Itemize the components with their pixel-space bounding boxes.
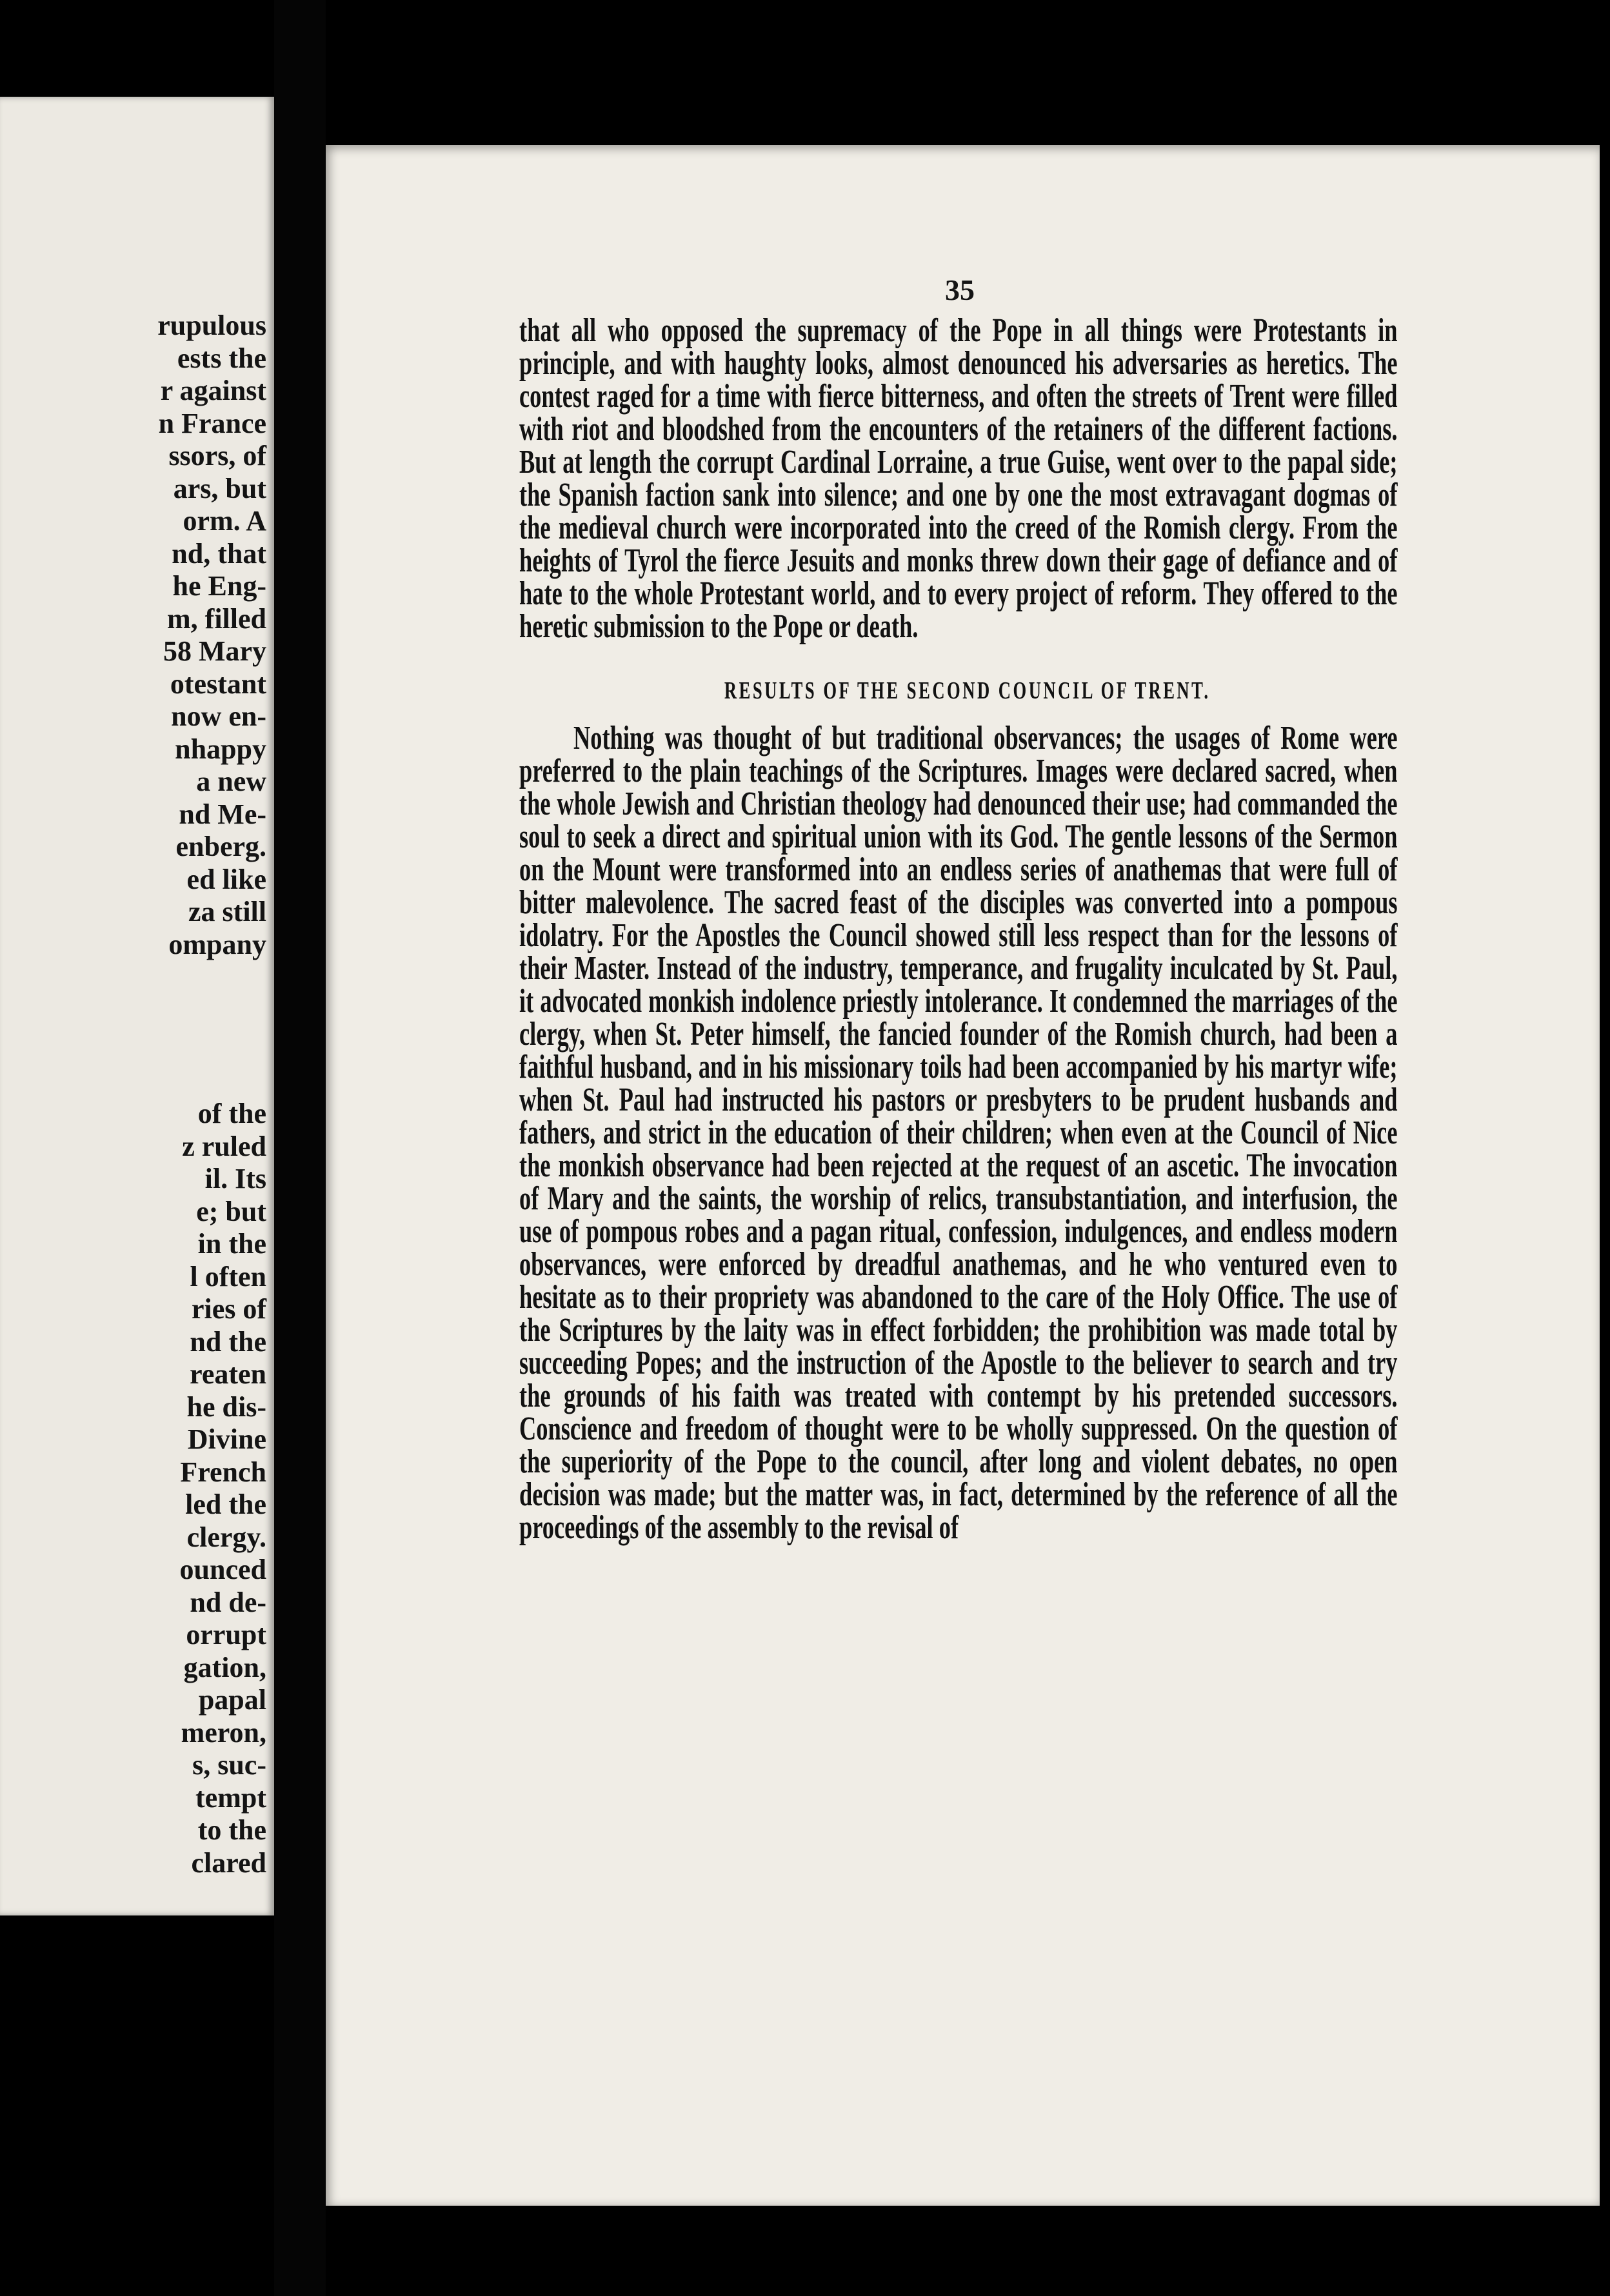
left-line: ompany [168,928,266,960]
left-line: il. Its [204,1163,266,1194]
left-line: nd de- [190,1586,266,1618]
left-line: nd, that [172,537,266,569]
left-line: ounced [179,1554,266,1585]
page-body [519,314,1398,1544]
left-line: clergy. [186,1521,266,1553]
left-line: tempt [195,1781,266,1814]
left-line: enberg. [175,831,266,862]
left-line: he dis- [186,1390,266,1423]
left-line: led the [185,1489,266,1520]
left-line: e; but [196,1195,266,1227]
left-page-fragment [0,97,274,1915]
left-line: m, filled [167,602,266,635]
book-gutter [274,0,326,2296]
left-line: he Eng- [172,570,266,602]
left-line: nd the [190,1325,266,1358]
left-line: r against [160,375,266,406]
body-paragraph-1: that all who opposed the supremacy of the Pope in all things were Protestants in principle, and with haughty looks, almost denounced his adversaries as heretics. The contest raged for a time with fierce bitterness, and often the streets of Trent were filled with riot and bloodshed from the encounters of the retainers of the different factions. But at length the corrupt Cardinal Lorraine, a true Guise, went over to the papal side; the Spanish faction sank into silence; and one by one the most extravagant dogmas of the medieval church were incorporated into the creed of the Romish clergy. From the heights of Tyrol the fierce Jesuits and monks threw down their gage of defiance and of hate to the whole Protestant world, and to every project of reform. They offered to the heretic submission to the Pope or death. [519,312,1398,645]
left-line: orm. A [183,505,266,537]
left-line: l often [190,1260,266,1292]
left-line: ests the [177,342,266,374]
left-line: rupulous [157,310,266,341]
left-line: 58 Mary [163,635,266,667]
left-line: Divine [187,1423,266,1455]
left-line: gation, [183,1651,266,1683]
left-line: ssors, of [168,440,266,471]
left-line: French [180,1456,266,1488]
left-line: n France [158,407,266,439]
body-paragraph-2: Nothing was thought of but traditional observances; the usages of Rome were preferred to the plain teachings of the Scriptures. Images were declared sacred, when the whole Jewish and Christian theology had denounced their use; had commanded the soul to seek a direct and spiritual union with its God. The gentle lessons of the Sermon on the Mount were transformed into an endless series of anathemas that were full of bitter malevolence. The sacred feast of the disciples was converted into a pompous idolatry. For the Apostles the Council showed still less respect than for the lessons of their Master. Instead of the industry, temperance, and frugality inculcated by St. Paul, it advocated monkish indolence priestly intolerance. It condemned the marriages of the clergy, when St. Peter himself, the fancied founder of the Romish church, had been a faithful husband, and in his missionary toils had been accompanied by his martyr wife; when St. Paul had instructed his pastors or presbyters to be prudent husbands and fathers, and strict in the education of their children; when even at the Council of Nice the monkish observance had been rejected at the request of an ascetic. The invocation of Mary and the saints, the worship of relics, transubstantiation, and interfusion, the use of pompous robes and a pagan ritual, confession, indulgences, and endless modern observances, were enforced by dreadful anathemas, and he who ventured even to hesitate as to their propriety was abandoned to the care of the Holy Office. The use of the Scriptures by the laity was in effect forbidden; the prohibition was made total by succeeding Popes; and the instruction of the Apostle to the believer to search and try the grounds of his faith was treated with contempt by his pretended successors. Conscience and freedom of thought were to be wholly suppressed. On the question of the superiority of the Pope to the council, after long and violent debates, no open decision was made; but the matter was, in fact, determined by the reference of all the proceedings of the assembly to the revisal of [519,720,1398,1546]
left-line: meron, [181,1716,266,1748]
left-line: ed like [186,863,266,895]
left-line: reaten [190,1358,266,1390]
left-line: otestant [170,668,266,700]
left-line: a new [196,766,266,797]
left-line: s, suc- [192,1749,266,1781]
left-line: nd Me- [179,798,266,830]
left-line: nhappy [175,733,266,765]
right-page [326,145,1600,2206]
left-page-gap [157,961,266,1098]
left-line: in the [197,1228,266,1260]
left-line: clared [191,1846,266,1879]
page-number: 35 [945,273,975,306]
left-line: of the [197,1098,266,1129]
left-line: z ruled [182,1130,266,1162]
left-line: za still [188,896,266,927]
left-line: orrupt [186,1619,266,1650]
left-line: papal [198,1684,266,1716]
left-line: ries of [191,1293,266,1325]
left-line: to the [197,1814,266,1846]
section-heading: RESULTS OF THE SECOND COUNCIL OF TRENT. [724,677,1211,704]
left-line: now en- [171,700,266,732]
left-line: ars, but [173,472,266,504]
left-page-text [157,310,266,1879]
